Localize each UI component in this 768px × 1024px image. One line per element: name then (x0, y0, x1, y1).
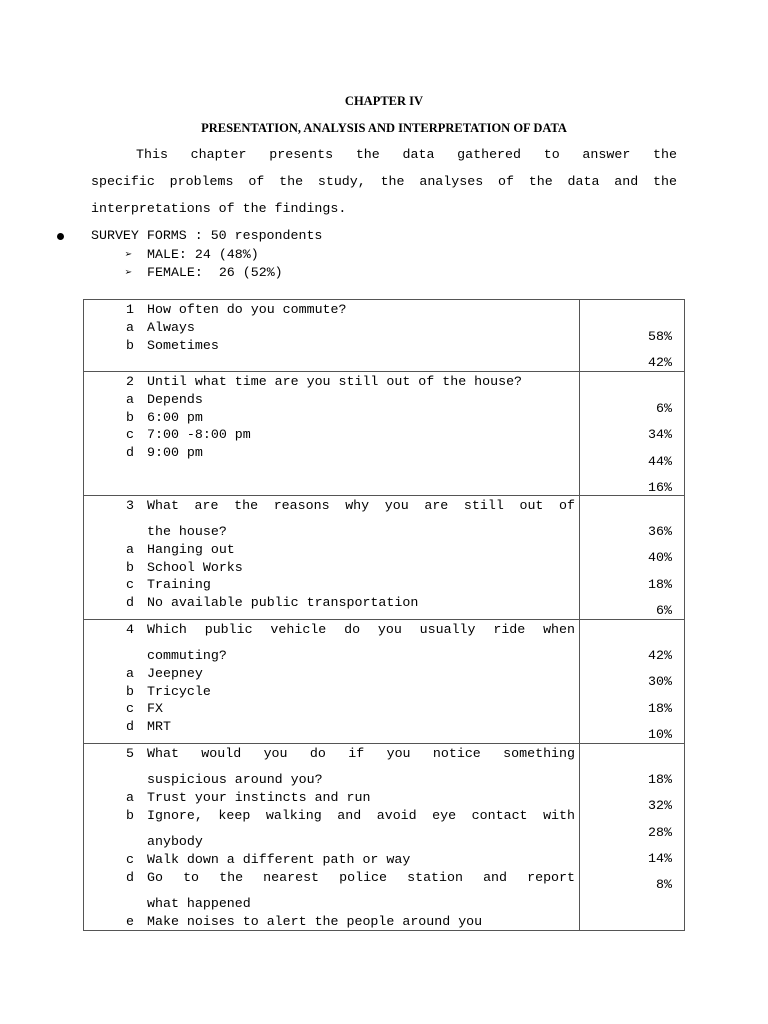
question-text: What are the reasons why you are still out of (147, 498, 575, 513)
chapter-title: CHAPTER IV (344, 94, 424, 108)
option-letter: b (126, 808, 134, 823)
option-text: Hanging out (147, 542, 235, 557)
option-letter: d (126, 719, 134, 734)
option-text: 7:00 -8:00 pm (147, 427, 251, 442)
survey-table (83, 299, 685, 931)
option-text: Trust your instincts and run (147, 790, 371, 805)
question-cell (84, 300, 580, 372)
question-cell (84, 372, 580, 496)
arrow-bullet-icon: ➢ (125, 266, 133, 280)
option-letter: d (126, 595, 134, 610)
option-text: Ignore, keep walking and avoid eye contact with (147, 808, 575, 823)
intro-paragraph (91, 141, 677, 222)
chapter-subtitle: PRESENTATION, ANALYSIS AND INTERPRETATION OF DATA (201, 121, 567, 135)
percent-value: 10% (648, 727, 672, 742)
percent-value: 14% (648, 851, 672, 866)
survey-header: SURVEY FORMS : 50 respondents (91, 228, 323, 243)
question-row (84, 300, 685, 372)
option-letter: b (126, 338, 134, 353)
percent-cell (580, 744, 685, 931)
percent-value: 8% (656, 877, 672, 892)
percent-value: 36% (648, 524, 672, 539)
percent-cell (580, 372, 685, 496)
question-text: the house? (147, 524, 227, 539)
option-letter: b (126, 410, 134, 425)
percent-value: 34% (648, 427, 672, 442)
option-text: Walk down a different path or way (147, 852, 411, 867)
percent-cell (580, 620, 685, 744)
option-letter: c (126, 852, 134, 867)
percent-cell (580, 300, 685, 372)
option-text: 6:00 pm (147, 410, 203, 425)
option-letter: e (126, 914, 134, 929)
percent-value: 32% (648, 798, 672, 813)
question-number: 2 (126, 374, 134, 389)
option-letter: a (126, 790, 134, 805)
male-count: MALE: 24 (48%) (147, 247, 259, 262)
option-text: Go to the nearest police station and report (147, 870, 575, 885)
option-text: FX (147, 701, 163, 716)
option-letter: c (126, 701, 134, 716)
option-letter: d (126, 870, 134, 885)
question-text: Until what time are you still out of the house? (147, 374, 523, 389)
option-text: Depends (147, 392, 203, 407)
intro-line-1: This chapter presents the data gathered to answer the (136, 147, 677, 162)
female-count: FEMALE: 26 (52%) (147, 265, 283, 280)
percent-value: 30% (648, 674, 672, 689)
bullet-icon (57, 233, 64, 240)
percent-value: 16% (648, 480, 672, 495)
question-row (84, 372, 685, 496)
question-text: Which public vehicle do you usually ride when (147, 622, 575, 637)
question-row (84, 620, 685, 744)
question-cell (84, 744, 580, 931)
percent-value: 42% (648, 648, 672, 663)
percent-value: 6% (656, 401, 672, 416)
question-row (84, 496, 685, 620)
option-letter: a (126, 666, 134, 681)
arrow-bullet-icon: ➢ (125, 248, 133, 262)
question-text: suspicious around you? (147, 772, 323, 787)
option-text: MRT (147, 719, 171, 734)
percent-value: 58% (648, 329, 672, 344)
option-text: Make noises to alert the people around you (147, 914, 483, 929)
question-number: 1 (126, 302, 134, 317)
intro-line-3: interpretations of the findings. (91, 201, 347, 216)
option-text: School Works (147, 560, 243, 575)
question-cell (84, 496, 580, 620)
percent-value: 18% (648, 577, 672, 592)
option-text: Training (147, 577, 211, 592)
question-cell (84, 620, 580, 744)
option-text: Jeepney (147, 666, 203, 681)
question-row (84, 744, 685, 931)
option-letter: a (126, 542, 134, 557)
percent-value: 18% (648, 772, 672, 787)
percent-value: 40% (648, 550, 672, 565)
option-letter: d (126, 445, 134, 460)
option-text: Always (147, 320, 195, 335)
question-number: 3 (126, 498, 134, 513)
option-text: 9:00 pm (147, 445, 203, 460)
question-text: commuting? (147, 648, 227, 663)
percent-value: 18% (648, 701, 672, 716)
question-text: How often do you commute? (147, 302, 347, 317)
option-text: anybody (147, 834, 203, 849)
percent-value: 42% (648, 355, 672, 370)
option-letter: c (126, 427, 134, 442)
question-number: 4 (126, 622, 134, 637)
option-text: Sometimes (147, 338, 219, 353)
intro-line-2: specific problems of the study, the analyses of the data and the (91, 174, 677, 189)
option-letter: b (126, 684, 134, 699)
percent-cell (580, 496, 685, 620)
percent-value: 44% (648, 454, 672, 469)
percent-value: 28% (648, 825, 672, 840)
option-text: No available public transportation (147, 595, 419, 610)
option-letter: a (126, 392, 134, 407)
option-text: Tricycle (147, 684, 211, 699)
option-letter: a (126, 320, 134, 335)
question-text: What would you do if you notice something (147, 746, 575, 761)
option-text: what happened (147, 896, 251, 911)
question-number: 5 (126, 746, 134, 761)
option-letter: c (126, 577, 134, 592)
percent-value: 6% (656, 603, 672, 618)
option-letter: b (126, 560, 134, 575)
